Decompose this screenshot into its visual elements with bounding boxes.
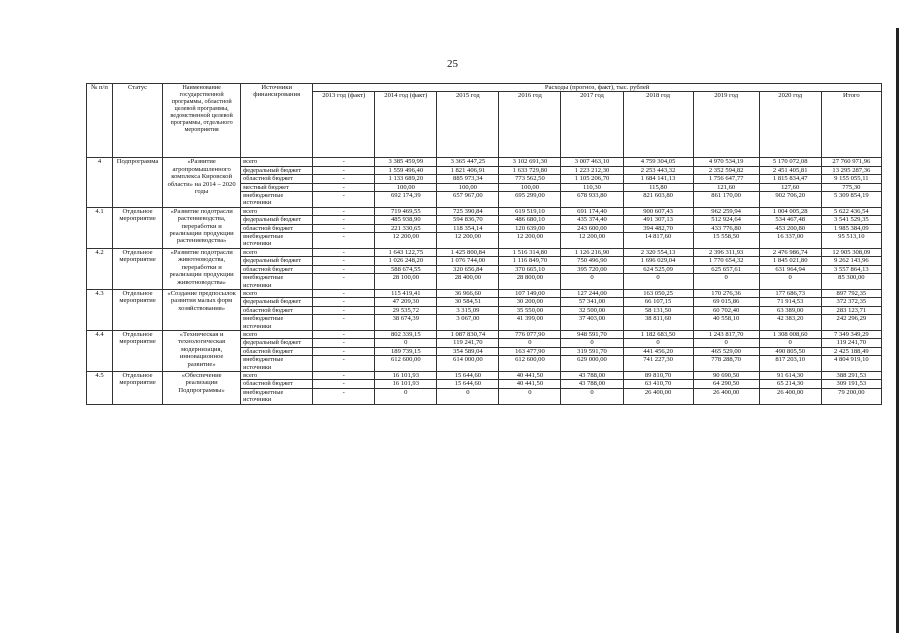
amount-cell: 678 933,80 bbox=[561, 192, 623, 208]
budget-table bbox=[86, 83, 882, 405]
amount-cell: 1 126 216,90 bbox=[561, 248, 623, 256]
amount-cell: 63 389,00 bbox=[759, 306, 821, 314]
status-cell: Подпрограмма bbox=[113, 158, 163, 207]
amount-cell: 0 bbox=[375, 388, 437, 404]
total-cell: 242 296,29 bbox=[821, 315, 881, 331]
amount-cell: 490 805,50 bbox=[759, 347, 821, 355]
amount-cell: 163 050,25 bbox=[623, 289, 693, 297]
amount-cell: 0 bbox=[375, 339, 437, 347]
row-number: 4.1 bbox=[87, 207, 113, 248]
header-expenses: Расходы (прогноз, факт), тыс. рублей bbox=[313, 84, 882, 92]
amount-cell: 43 788,00 bbox=[561, 371, 623, 379]
amount-cell: 1 182 683,50 bbox=[623, 330, 693, 338]
amount-cell: 900 607,43 bbox=[623, 207, 693, 215]
amount-cell: 0 bbox=[437, 388, 499, 404]
amount-cell: 817 203,10 bbox=[759, 356, 821, 372]
amount-cell: - bbox=[313, 371, 375, 379]
amount-cell: 12 200,00 bbox=[499, 233, 561, 249]
amount-cell: 433 776,80 bbox=[693, 224, 759, 232]
amount-cell: 0 bbox=[693, 339, 759, 347]
header-status: Статус bbox=[113, 84, 163, 158]
funding-source-cell: областной бюджет bbox=[241, 380, 313, 388]
row-number: 4.5 bbox=[87, 371, 113, 404]
amount-cell: 2 451 405,81 bbox=[759, 166, 821, 174]
funding-source-cell: внебюджетные источники bbox=[241, 315, 313, 331]
amount-cell: 1 821 406,91 bbox=[437, 166, 499, 174]
amount-cell: 243 600,00 bbox=[561, 224, 623, 232]
total-cell: 12 905 308,09 bbox=[821, 248, 881, 256]
total-cell: 388 291,53 bbox=[821, 371, 881, 379]
amount-cell: 0 bbox=[561, 339, 623, 347]
amount-cell: 4 970 534,19 bbox=[693, 158, 759, 166]
amount-cell: - bbox=[313, 347, 375, 355]
header-num: № п/п bbox=[87, 84, 113, 158]
header-year: Итого bbox=[821, 92, 881, 158]
program-name-cell: «Развитие агропромышленного комплекса Кировской области» на 2014 – 2020 годы bbox=[163, 158, 241, 207]
amount-cell: 453 200,80 bbox=[759, 224, 821, 232]
amount-cell: - bbox=[313, 192, 375, 208]
page-number: 25 bbox=[447, 58, 458, 70]
amount-cell: 47 209,30 bbox=[375, 298, 437, 306]
amount-cell: 802 339,15 bbox=[375, 330, 437, 338]
total-cell: 27 760 971,96 bbox=[821, 158, 881, 166]
amount-cell: 1 516 314,80 bbox=[499, 248, 561, 256]
header-year: 2016 год bbox=[499, 92, 561, 158]
amount-cell: 221 330,65 bbox=[375, 224, 437, 232]
amount-cell: 16 337,00 bbox=[759, 233, 821, 249]
header-year: 2014 год (факт) bbox=[375, 92, 437, 158]
amount-cell: 28 400,00 bbox=[437, 274, 499, 290]
amount-cell: 612 600,00 bbox=[375, 356, 437, 372]
funding-source-cell: всего bbox=[241, 248, 313, 256]
amount-cell: 1 815 834,47 bbox=[759, 175, 821, 183]
amount-cell: 4 759 304,05 bbox=[623, 158, 693, 166]
amount-cell: 861 170,00 bbox=[693, 192, 759, 208]
header-row-1 bbox=[87, 84, 882, 92]
amount-cell: 37 403,00 bbox=[561, 315, 623, 331]
amount-cell: 170 276,36 bbox=[693, 289, 759, 297]
table-row bbox=[87, 289, 882, 297]
amount-cell: 719 469,55 bbox=[375, 207, 437, 215]
funding-source-cell: областной бюджет bbox=[241, 175, 313, 183]
funding-source-cell: внебюджетные источники bbox=[241, 356, 313, 372]
amount-cell: - bbox=[313, 388, 375, 404]
amount-cell: 2 253 443,32 bbox=[623, 166, 693, 174]
amount-cell: 69 015,86 bbox=[693, 298, 759, 306]
amount-cell: 629 000,00 bbox=[561, 356, 623, 372]
amount-cell: 1 223 212,30 bbox=[561, 166, 623, 174]
amount-cell: 121,60 bbox=[693, 183, 759, 191]
amount-cell: 127 244,00 bbox=[561, 289, 623, 297]
amount-cell: 41 399,00 bbox=[499, 315, 561, 331]
status-cell: Отдельное мероприятие bbox=[113, 330, 163, 371]
amount-cell: 491 307,13 bbox=[623, 216, 693, 224]
amount-cell: 120 639,00 bbox=[499, 224, 561, 232]
amount-cell: 1 087 830,74 bbox=[437, 330, 499, 338]
amount-cell: 750 496,90 bbox=[561, 257, 623, 265]
funding-source-cell: внебюджетные источники bbox=[241, 233, 313, 249]
amount-cell: 0 bbox=[759, 274, 821, 290]
funding-source-cell: внебюджетные источники bbox=[241, 192, 313, 208]
amount-cell: 189 739,15 bbox=[375, 347, 437, 355]
amount-cell: 741 227,30 bbox=[623, 356, 693, 372]
header-source: Источники финансирования bbox=[241, 84, 313, 158]
amount-cell: 441 456,20 bbox=[623, 347, 693, 355]
total-cell: 119 241,70 bbox=[821, 339, 881, 347]
amount-cell: 1 559 496,40 bbox=[375, 166, 437, 174]
amount-cell: - bbox=[313, 274, 375, 290]
status-cell: Отдельное мероприятие bbox=[113, 248, 163, 289]
funding-source-cell: местный бюджет bbox=[241, 183, 313, 191]
amount-cell: 657 967,00 bbox=[437, 192, 499, 208]
amount-cell: 14 817,60 bbox=[623, 233, 693, 249]
funding-source-cell: областной бюджет bbox=[241, 347, 313, 355]
funding-source-cell: областной бюджет bbox=[241, 306, 313, 314]
row-number: 4 bbox=[87, 158, 113, 207]
total-cell: 7 349 349,29 bbox=[821, 330, 881, 338]
amount-cell: 320 656,84 bbox=[437, 265, 499, 273]
header-year: 2019 год bbox=[693, 92, 759, 158]
amount-cell: 43 788,00 bbox=[561, 380, 623, 388]
header-year: 2013 год (факт) bbox=[313, 92, 375, 158]
total-cell: 9 262 143,96 bbox=[821, 257, 881, 265]
funding-source-cell: внебюджетные источники bbox=[241, 274, 313, 290]
amount-cell: 32 500,00 bbox=[561, 306, 623, 314]
amount-cell: - bbox=[313, 257, 375, 265]
funding-source-cell: федеральный бюджет bbox=[241, 216, 313, 224]
amount-cell: - bbox=[313, 380, 375, 388]
status-cell: Отдельное мероприятие bbox=[113, 371, 163, 404]
amount-cell: 65 214,30 bbox=[759, 380, 821, 388]
program-name-cell: «Развитие подотрасли животноводства, переработки и реализации продукции животноводства» bbox=[163, 248, 241, 289]
amount-cell: 26 400,00 bbox=[623, 388, 693, 404]
funding-source-cell: внебюджетные источники bbox=[241, 388, 313, 404]
amount-cell: 28 800,00 bbox=[499, 274, 561, 290]
amount-cell: 0 bbox=[499, 339, 561, 347]
amount-cell: 0 bbox=[499, 388, 561, 404]
amount-cell: 0 bbox=[623, 339, 693, 347]
amount-cell: 962 259,94 bbox=[693, 207, 759, 215]
funding-source-cell: всего bbox=[241, 371, 313, 379]
amount-cell: 435 374,40 bbox=[561, 216, 623, 224]
amount-cell: - bbox=[313, 224, 375, 232]
header-year: 2020 год bbox=[759, 92, 821, 158]
amount-cell: 15 644,60 bbox=[437, 380, 499, 388]
amount-cell: 594 836,70 bbox=[437, 216, 499, 224]
amount-cell: 127,60 bbox=[759, 183, 821, 191]
amount-cell: 612 600,00 bbox=[499, 356, 561, 372]
amount-cell: 89 810,70 bbox=[623, 371, 693, 379]
amount-cell: 619 519,10 bbox=[499, 207, 561, 215]
amount-cell: 1 308 008,60 bbox=[759, 330, 821, 338]
status-cell: Отдельное мероприятие bbox=[113, 207, 163, 248]
header-year: 2017 год bbox=[561, 92, 623, 158]
amount-cell: - bbox=[313, 216, 375, 224]
amount-cell: 695 299,00 bbox=[499, 192, 561, 208]
amount-cell: 42 383,20 bbox=[759, 315, 821, 331]
amount-cell: 30 584,51 bbox=[437, 298, 499, 306]
total-cell: 897 792,35 bbox=[821, 289, 881, 297]
amount-cell: 119 241,70 bbox=[437, 339, 499, 347]
amount-cell: 2 476 986,74 bbox=[759, 248, 821, 256]
amount-cell: 3 315,09 bbox=[437, 306, 499, 314]
program-name-cell: «Техническая и технологическая модернизация, инновационное развитие» bbox=[163, 330, 241, 371]
program-name-cell: «Обеспечение реализации Подпрограммы» bbox=[163, 371, 241, 404]
amount-cell: - bbox=[313, 248, 375, 256]
amount-cell: 38 811,60 bbox=[623, 315, 693, 331]
amount-cell: 1 770 654,32 bbox=[693, 257, 759, 265]
amount-cell: 1 845 021,80 bbox=[759, 257, 821, 265]
amount-cell: 26 400,00 bbox=[759, 388, 821, 404]
amount-cell: 163 477,90 bbox=[499, 347, 561, 355]
amount-cell: - bbox=[313, 175, 375, 183]
amount-cell: 15 644,60 bbox=[437, 371, 499, 379]
amount-cell: 177 686,73 bbox=[759, 289, 821, 297]
amount-cell: 773 562,50 bbox=[499, 175, 561, 183]
row-number: 4.4 bbox=[87, 330, 113, 371]
amount-cell: 12 200,00 bbox=[375, 233, 437, 249]
amount-cell: 5 170 072,08 bbox=[759, 158, 821, 166]
amount-cell: 534 467,48 bbox=[759, 216, 821, 224]
amount-cell: 0 bbox=[623, 274, 693, 290]
amount-cell: 692 174,39 bbox=[375, 192, 437, 208]
header-year: 2015 год bbox=[437, 92, 499, 158]
amount-cell: - bbox=[313, 339, 375, 347]
amount-cell: 1 643 122,75 bbox=[375, 248, 437, 256]
amount-cell: 821 603,80 bbox=[623, 192, 693, 208]
program-name-cell: «Создание предпосылок развития малых форм хозяйствования» bbox=[163, 289, 241, 330]
amount-cell: 57 341,00 bbox=[561, 298, 623, 306]
amount-cell: 71 914,53 bbox=[759, 298, 821, 306]
amount-cell: 588 674,55 bbox=[375, 265, 437, 273]
amount-cell: 35 550,00 bbox=[499, 306, 561, 314]
amount-cell: 2 352 594,82 bbox=[693, 166, 759, 174]
table-row bbox=[87, 248, 882, 256]
amount-cell: 58 131,50 bbox=[623, 306, 693, 314]
funding-source-cell: всего bbox=[241, 207, 313, 215]
funding-source-cell: всего bbox=[241, 330, 313, 338]
page-edge-shadow bbox=[896, 28, 899, 633]
total-cell: 3 557 864,13 bbox=[821, 265, 881, 273]
funding-source-cell: областной бюджет bbox=[241, 224, 313, 232]
amount-cell: 64 290,50 bbox=[693, 380, 759, 388]
funding-source-cell: федеральный бюджет bbox=[241, 257, 313, 265]
table-row bbox=[87, 158, 882, 166]
total-cell: 95 513,10 bbox=[821, 233, 881, 249]
total-cell: 85 300,00 bbox=[821, 274, 881, 290]
amount-cell: 38 674,39 bbox=[375, 315, 437, 331]
total-cell: 775,30 bbox=[821, 183, 881, 191]
amount-cell: 60 702,40 bbox=[693, 306, 759, 314]
amount-cell: 885 973,34 bbox=[437, 175, 499, 183]
amount-cell: 2 320 554,13 bbox=[623, 248, 693, 256]
total-cell: 2 425 188,49 bbox=[821, 347, 881, 355]
amount-cell: 16 101,93 bbox=[375, 371, 437, 379]
amount-cell: 100,00 bbox=[437, 183, 499, 191]
total-cell: 3 541 529,35 bbox=[821, 216, 881, 224]
amount-cell: 100,00 bbox=[375, 183, 437, 191]
total-cell: 309 191,53 bbox=[821, 380, 881, 388]
funding-source-cell: всего bbox=[241, 158, 313, 166]
funding-source-cell: федеральный бюджет bbox=[241, 339, 313, 347]
amount-cell: - bbox=[313, 158, 375, 166]
amount-cell: 948 591,70 bbox=[561, 330, 623, 338]
amount-cell: 486 680,10 bbox=[499, 216, 561, 224]
amount-cell: - bbox=[313, 289, 375, 297]
amount-cell: 3 067,00 bbox=[437, 315, 499, 331]
amount-cell: 1 756 647,77 bbox=[693, 175, 759, 183]
amount-cell: - bbox=[313, 265, 375, 273]
total-cell: 9 155 055,11 bbox=[821, 175, 881, 183]
program-name-cell: «Развитие подотрасли растениеводства, переработки и реализации продукции растениеводства» bbox=[163, 207, 241, 248]
amount-cell: 91 614,30 bbox=[759, 371, 821, 379]
amount-cell: 15 558,50 bbox=[693, 233, 759, 249]
amount-cell: 66 107,15 bbox=[623, 298, 693, 306]
amount-cell: 1 696 029,04 bbox=[623, 257, 693, 265]
amount-cell: 776 077,90 bbox=[499, 330, 561, 338]
table-row bbox=[87, 330, 882, 338]
amount-cell: 1 105 206,70 bbox=[561, 175, 623, 183]
amount-cell: 624 525,09 bbox=[623, 265, 693, 273]
amount-cell: 625 657,61 bbox=[693, 265, 759, 273]
amount-cell: 1 026 248,20 bbox=[375, 257, 437, 265]
amount-cell: 354 589,04 bbox=[437, 347, 499, 355]
amount-cell: 1 076 744,00 bbox=[437, 257, 499, 265]
amount-cell: 512 924,64 bbox=[693, 216, 759, 224]
total-cell: 5 622 436,54 bbox=[821, 207, 881, 215]
amount-cell: 115,80 bbox=[623, 183, 693, 191]
funding-source-cell: областной бюджет bbox=[241, 265, 313, 273]
table-row bbox=[87, 371, 882, 379]
total-cell: 372 372,35 bbox=[821, 298, 881, 306]
amount-cell: - bbox=[313, 233, 375, 249]
amount-cell: 725 390,84 bbox=[437, 207, 499, 215]
total-cell: 13 295 287,36 bbox=[821, 166, 881, 174]
table-body bbox=[87, 158, 882, 404]
amount-cell: 40 441,50 bbox=[499, 380, 561, 388]
amount-cell: - bbox=[313, 207, 375, 215]
header-year: 2018 год bbox=[623, 92, 693, 158]
amount-cell: 485 938,90 bbox=[375, 216, 437, 224]
amount-cell: 0 bbox=[693, 274, 759, 290]
amount-cell: 3 385 459,99 bbox=[375, 158, 437, 166]
amount-cell: 1 133 689,20 bbox=[375, 175, 437, 183]
total-cell: 79 200,00 bbox=[821, 388, 881, 404]
funding-source-cell: федеральный бюджет bbox=[241, 166, 313, 174]
amount-cell: 370 665,10 bbox=[499, 265, 561, 273]
amount-cell: 1 425 800,84 bbox=[437, 248, 499, 256]
amount-cell: 100,00 bbox=[499, 183, 561, 191]
amount-cell: 319 591,70 bbox=[561, 347, 623, 355]
amount-cell: - bbox=[313, 183, 375, 191]
amount-cell: 778 288,70 bbox=[693, 356, 759, 372]
amount-cell: 118 354,14 bbox=[437, 224, 499, 232]
status-cell: Отдельное мероприятие bbox=[113, 289, 163, 330]
amount-cell: 631 964,94 bbox=[759, 265, 821, 273]
amount-cell: 63 410,70 bbox=[623, 380, 693, 388]
amount-cell: - bbox=[313, 166, 375, 174]
header-name: Наименование государственной программы, областной целевой программы, ведомственной целевой программы, отдельного мероприятия bbox=[163, 84, 241, 158]
amount-cell: - bbox=[313, 356, 375, 372]
funding-source-cell: всего bbox=[241, 289, 313, 297]
funding-source-cell: федеральный бюджет bbox=[241, 298, 313, 306]
total-cell: 1 985 384,09 bbox=[821, 224, 881, 232]
amount-cell: 40 441,50 bbox=[499, 371, 561, 379]
amount-cell: 12 200,00 bbox=[561, 233, 623, 249]
amount-cell: 2 396 311,93 bbox=[693, 248, 759, 256]
amount-cell: 1 243 817,70 bbox=[693, 330, 759, 338]
total-cell: 5 309 854,19 bbox=[821, 192, 881, 208]
amount-cell: 12 200,00 bbox=[437, 233, 499, 249]
amount-cell: 394 482,70 bbox=[623, 224, 693, 232]
amount-cell: 26 400,00 bbox=[693, 388, 759, 404]
total-cell: 4 804 919,10 bbox=[821, 356, 881, 372]
amount-cell: 0 bbox=[561, 388, 623, 404]
amount-cell: 110,30 bbox=[561, 183, 623, 191]
amount-cell: 395 720,00 bbox=[561, 265, 623, 273]
amount-cell: 1 684 141,13 bbox=[623, 175, 693, 183]
amount-cell: 107 149,00 bbox=[499, 289, 561, 297]
amount-cell: 902 706,20 bbox=[759, 192, 821, 208]
amount-cell: 16 101,93 bbox=[375, 380, 437, 388]
amount-cell: 3 365 447,25 bbox=[437, 158, 499, 166]
amount-cell: 36 966,60 bbox=[437, 289, 499, 297]
amount-cell: 1 116 849,70 bbox=[499, 257, 561, 265]
amount-cell: 465 529,00 bbox=[693, 347, 759, 355]
amount-cell: - bbox=[313, 315, 375, 331]
amount-cell: - bbox=[313, 298, 375, 306]
amount-cell: 1 004 005,28 bbox=[759, 207, 821, 215]
amount-cell: 115 419,41 bbox=[375, 289, 437, 297]
amount-cell: 90 690,50 bbox=[693, 371, 759, 379]
table-row bbox=[87, 207, 882, 215]
amount-cell: 691 174,40 bbox=[561, 207, 623, 215]
amount-cell: 29 535,72 bbox=[375, 306, 437, 314]
amount-cell: - bbox=[313, 306, 375, 314]
amount-cell: 0 bbox=[561, 274, 623, 290]
amount-cell: 30 200,00 bbox=[499, 298, 561, 306]
row-number: 4.3 bbox=[87, 289, 113, 330]
amount-cell: 3 007 463,10 bbox=[561, 158, 623, 166]
amount-cell: 0 bbox=[759, 339, 821, 347]
amount-cell: - bbox=[313, 330, 375, 338]
amount-cell: 40 558,10 bbox=[693, 315, 759, 331]
total-cell: 283 123,71 bbox=[821, 306, 881, 314]
amount-cell: 28 100,00 bbox=[375, 274, 437, 290]
amount-cell: 1 633 729,80 bbox=[499, 166, 561, 174]
amount-cell: 3 102 691,30 bbox=[499, 158, 561, 166]
row-number: 4.2 bbox=[87, 248, 113, 289]
amount-cell: 614 000,00 bbox=[437, 356, 499, 372]
